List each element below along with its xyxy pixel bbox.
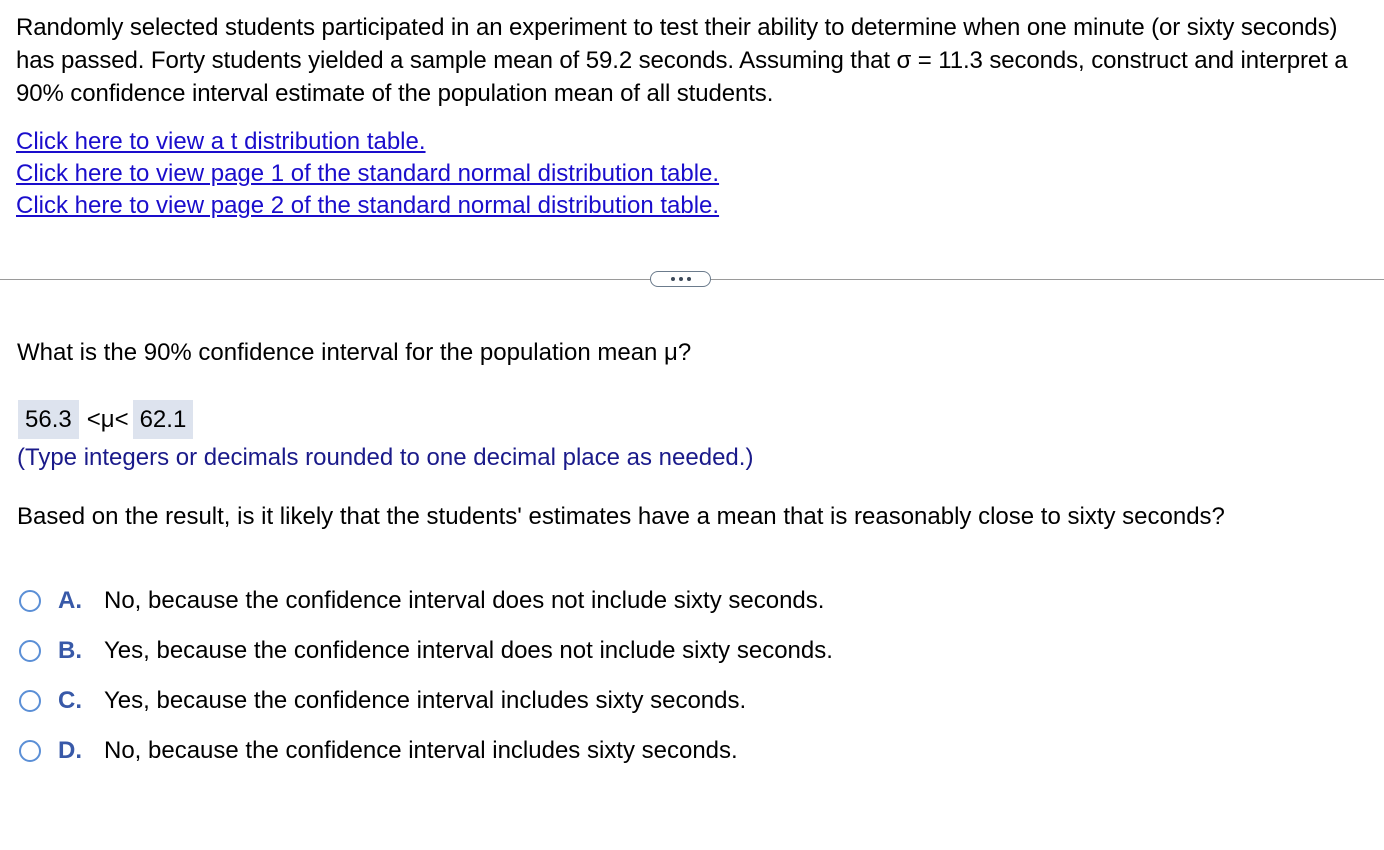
- normal-table-page2-link[interactable]: Click here to view page 2 of the standard normal distribution table.: [16, 192, 720, 219]
- lower-bound-input[interactable]: 56.3: [18, 400, 79, 439]
- choice-letter: B.: [58, 637, 82, 664]
- choice-list: [19, 576, 833, 776]
- problem-statement: [16, 11, 1366, 110]
- ellipsis-icon-dot: [671, 277, 675, 281]
- choice-a[interactable]: [19, 576, 833, 626]
- table-links: [16, 126, 719, 222]
- upper-bound-input[interactable]: 62.1: [133, 400, 194, 439]
- problem-text: Randomly selected students participated in an experiment to test their ability to determine when one minute (or sixty seconds) has passed. Forty students yielded a sample mean of 59.2 seconds. Assuming that σ = 11.3 seconds, construct and interpret a 90% confidence interval estimate of the population mean of all students.: [16, 14, 1348, 107]
- interval-separator: <μ<: [86, 405, 129, 433]
- t-distribution-table-link[interactable]: Click here to view a t distribution table.: [16, 128, 426, 155]
- choice-b[interactable]: [19, 626, 833, 676]
- answer-hint: (Type integers or decimals rounded to one decimal place as needed.): [17, 444, 754, 471]
- choice-text: Yes, because the confidence interval includes sixty seconds.: [104, 687, 747, 714]
- normal-table-page1-link[interactable]: Click here to view page 1 of the standard normal distribution table.: [16, 160, 720, 187]
- ellipsis-icon-dot: [679, 277, 683, 281]
- question-confidence-interval: What is the 90% confidence interval for the population mean μ?: [17, 339, 692, 366]
- radio-icon[interactable]: [19, 590, 41, 612]
- question-interpretation: Based on the result, is it likely that the students' estimates have a mean that is reasonably close to sixty seconds?: [17, 503, 1225, 530]
- choice-letter: D.: [58, 737, 82, 764]
- ellipsis-icon-dot: [687, 277, 691, 281]
- radio-icon[interactable]: [19, 640, 41, 662]
- choice-d[interactable]: [19, 726, 833, 776]
- choice-text: No, because the confidence interval does not include sixty seconds.: [104, 587, 825, 614]
- radio-icon[interactable]: [19, 740, 41, 762]
- choice-letter: A.: [58, 587, 82, 614]
- choice-text: Yes, because the confidence interval does not include sixty seconds.: [104, 637, 833, 664]
- expand-ellipsis-button[interactable]: [650, 271, 711, 287]
- choice-letter: C.: [58, 687, 82, 714]
- interval-answer-row: [18, 400, 193, 439]
- choice-text: No, because the confidence interval includes sixty seconds.: [104, 737, 738, 764]
- choice-c[interactable]: [19, 676, 833, 726]
- radio-icon[interactable]: [19, 690, 41, 712]
